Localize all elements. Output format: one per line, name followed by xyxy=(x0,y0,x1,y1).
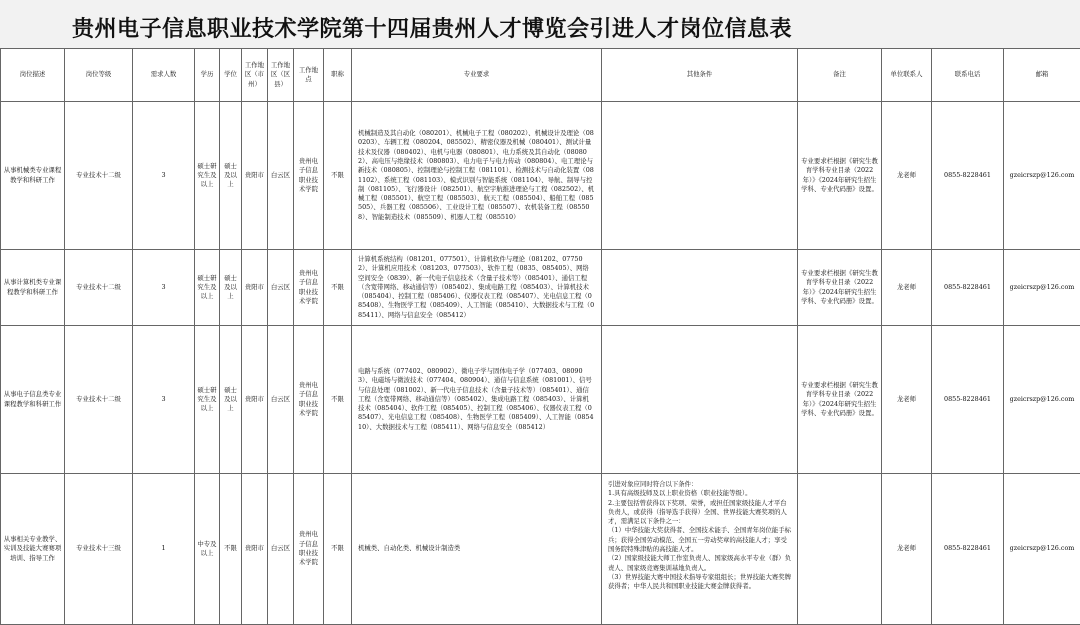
cell-edu: 硕士研究生及以上 xyxy=(195,250,220,326)
cell-note: 专业要求栏根据《研究生教育学科专业目录（2022年）》《2024年研究生招生学科、专业代码册》设置。 xyxy=(798,250,882,326)
header-phone: 联系电话 xyxy=(932,49,1004,102)
cell-desc: 从事机械类专业课程教学和科研工作 xyxy=(1,102,65,250)
table-row xyxy=(1,474,1080,625)
header-cond: 其他条件 xyxy=(602,49,798,102)
cell-place: 贵州电子信息职业技术学院 xyxy=(294,250,324,326)
cell-cond xyxy=(602,250,798,326)
cell-desc: 从事相关专业教学、实训及技能大赛赛项培训、指导工作 xyxy=(1,474,65,625)
cell-district: 白云区 xyxy=(268,326,294,474)
cell-edu: 硕士研究生及以上 xyxy=(195,326,220,474)
cell-cond xyxy=(602,326,798,474)
cell-req: 机械制造及其自动化（080201）、机械电子工程（080202）、机械设计及理论（080203）、车辆工程（080204、085502）、精密仪器及机械（080401）、测试计量技术及仪器（080402）、电机与电器（080801）、电力系统及其自动化（080802）、高电压与绝缘技术（080803）、电力电子与电力传动（080804）、电工理论与新技术（080805）、控制理论与控制工程（081101）、检测技术与自动化装置（081102）、系统工程（081103）、模式识别与智能系统（081104）、导航、制导与控制（081105）、飞行器设计（082501）、航空宇航推进理论与工程（082502）、机械工程（085501）、航空工程（085503）、航天工程（085504）、船舶工程（085505）、兵器工程（085506）、工业设计工程（085507）、农机装备工程（085508）、智能制造技术（085509）、机器人工程（085510） xyxy=(352,102,602,250)
header-note: 备注 xyxy=(798,49,882,102)
header-district: 工作地区（区县） xyxy=(268,49,294,102)
cell-level: 专业技术十二级 xyxy=(65,250,133,326)
cell-district: 白云区 xyxy=(268,474,294,625)
header-place: 工作地点 xyxy=(294,49,324,102)
cell-contact: 龙老师 xyxy=(882,250,932,326)
cell-title: 不限 xyxy=(324,474,352,625)
cell-count: 1 xyxy=(133,474,195,625)
cell-req: 计算机系统结构（081201、077501）、计算机软件与理论（081202、077502）、计算机应用技术（081203、077503）、软件工程（0835、085405）、网络空间安全（0839）、新一代电子信息技术（含量子技术等）（085401）、通信工程（含宽带网络、移动通信等）（085402）、集成电路工程（085403）、计算机技术（085404）、控制工程（085406）、仪器仪表工程（085407）、光电信息工程（085408）、生物医学工程（085409）、人工智能（085410）、大数据技术与工程（085411）、网络与信息安全（085412） xyxy=(352,250,602,326)
header-email: 邮箱 xyxy=(1004,49,1080,102)
header-desc: 岗位描述 xyxy=(1,49,65,102)
header-edu: 学历 xyxy=(195,49,220,102)
header-contact: 单位联系人 xyxy=(882,49,932,102)
cell-email: gzeicrszp@126.com xyxy=(1004,250,1080,326)
cell-count: 3 xyxy=(133,250,195,326)
page-title: 贵州电子信息职业技术学院第十四届贵州人才博览会引进人才岗位信息表 xyxy=(72,12,792,43)
cell-city: 贵阳市 xyxy=(242,474,268,625)
cell-email: gzeicrszp@126.com xyxy=(1004,474,1080,625)
header-city: 工作地区（市州） xyxy=(242,49,268,102)
cell-city: 贵阳市 xyxy=(242,102,268,250)
cell-level: 专业技术十二级 xyxy=(65,102,133,250)
cell-level: 专业技术十三级 xyxy=(65,474,133,625)
header-count: 需求人数 xyxy=(133,49,195,102)
cell-phone: 0855-8228461 xyxy=(932,474,1004,625)
condition-line: 1.具有高级技师及以上职业资格（职业技能等级）。 xyxy=(608,489,791,498)
condition-line: 2.主要包括曾获得以下奖项、荣誉，或担任国家级技能人才平台负责人，或获得（指导选手获得）全国、世界技能大赛奖项的人才，需满足以下条件之一： xyxy=(608,499,791,527)
cell-desc: 从事计算机类专业课程教学和科研工作 xyxy=(1,250,65,326)
condition-line: （1）中华技能大奖获得者、全国技术能手、全国青年岗位能手标兵；获得全国劳动模范、全国五一劳动奖章的高技能人才；享受国务院特殊津贴的高技能人才。 xyxy=(608,526,791,554)
cell-city: 贵阳市 xyxy=(242,326,268,474)
header-req: 专业要求 xyxy=(352,49,602,102)
cell-level: 专业技术十二级 xyxy=(65,326,133,474)
cell-city: 贵阳市 xyxy=(242,250,268,326)
cell-title: 不限 xyxy=(324,326,352,474)
cell-edu: 硕士研究生及以上 xyxy=(195,102,220,250)
cell-title: 不限 xyxy=(324,250,352,326)
condition-line: 引进对象应同时符合以下条件： xyxy=(608,480,791,489)
cell-degree: 硕士及以上 xyxy=(220,326,242,474)
cell-degree: 硕士及以上 xyxy=(220,250,242,326)
cell-phone: 0855-8228461 xyxy=(932,102,1004,250)
header-row xyxy=(1,49,1080,102)
cell-desc: 从事电子信息类专业课程教学和科研工作 xyxy=(1,326,65,474)
table-row xyxy=(1,250,1080,326)
cell-title: 不限 xyxy=(324,102,352,250)
cell-count: 3 xyxy=(133,326,195,474)
cell-district: 白云区 xyxy=(268,102,294,250)
title-bar xyxy=(0,0,1080,49)
condition-line: （3）世界技能大赛中国技术指导专家组组长；世界技能大赛奖牌获得者；中华人民共和国职业技能大赛金牌获得者。 xyxy=(608,573,791,592)
cell-place: 贵州电子信息职业技术学院 xyxy=(294,102,324,250)
table-row xyxy=(1,102,1080,250)
cell-place: 贵州电子信息职业技术学院 xyxy=(294,474,324,625)
job-info-table xyxy=(0,48,1080,625)
cell-degree: 不限 xyxy=(220,474,242,625)
table-row xyxy=(1,326,1080,474)
cell-degree: 硕士及以上 xyxy=(220,102,242,250)
cell-phone: 0855-8228461 xyxy=(932,250,1004,326)
cell-contact: 龙老师 xyxy=(882,474,932,625)
cell-req: 机械类、自动化类、机械设计制造类 xyxy=(352,474,602,625)
cell-email: gzeicrszp@126.com xyxy=(1004,326,1080,474)
cell-phone: 0855-8228461 xyxy=(932,326,1004,474)
cell-email: gzeicrszp@126.com xyxy=(1004,102,1080,250)
cell-count: 3 xyxy=(133,102,195,250)
cell-edu: 中专及以上 xyxy=(195,474,220,625)
cell-place: 贵州电子信息职业技术学院 xyxy=(294,326,324,474)
cell-note: 专业要求栏根据《研究生教育学科专业目录（2022年）》《2024年研究生招生学科、专业代码册》设置。 xyxy=(798,102,882,250)
header-degree: 学位 xyxy=(220,49,242,102)
header-level: 岗位等级 xyxy=(65,49,133,102)
header-title: 职称 xyxy=(324,49,352,102)
cell-note: 专业要求栏根据《研究生教育学科专业目录（2022年）》《2024年研究生招生学科、专业代码册》设置。 xyxy=(798,326,882,474)
cell-cond xyxy=(602,102,798,250)
cell-contact: 龙老师 xyxy=(882,326,932,474)
cell-cond xyxy=(602,474,798,625)
cell-district: 白云区 xyxy=(268,250,294,326)
cell-note xyxy=(798,474,882,625)
condition-line: （2）国家级技能大师工作室负责人、国家级高水平专业（群）负责人、国家级竞赛集训基地负责人。 xyxy=(608,554,791,573)
cell-contact: 龙老师 xyxy=(882,102,932,250)
cell-req: 电路与系统（077402、080902）、微电子学与固体电子学（077403、080903）、电磁场与微波技术（077404、080904）、通信与信息系统（081001）、信号与信息处理（081002）、新一代电子信息技术（含量子技术等）（085401）、通信工程（含宽带网络、移动通信等）（085402）、集成电路工程（085403）、计算机技术（085404）、软件工程（085405）、控制工程（085406）、仪器仪表工程（085407）、光电信息工程（085408）、生物医学工程（085409）、人工智能（085410）、大数据技术与工程（085411）、网络与信息安全（085412） xyxy=(352,326,602,474)
